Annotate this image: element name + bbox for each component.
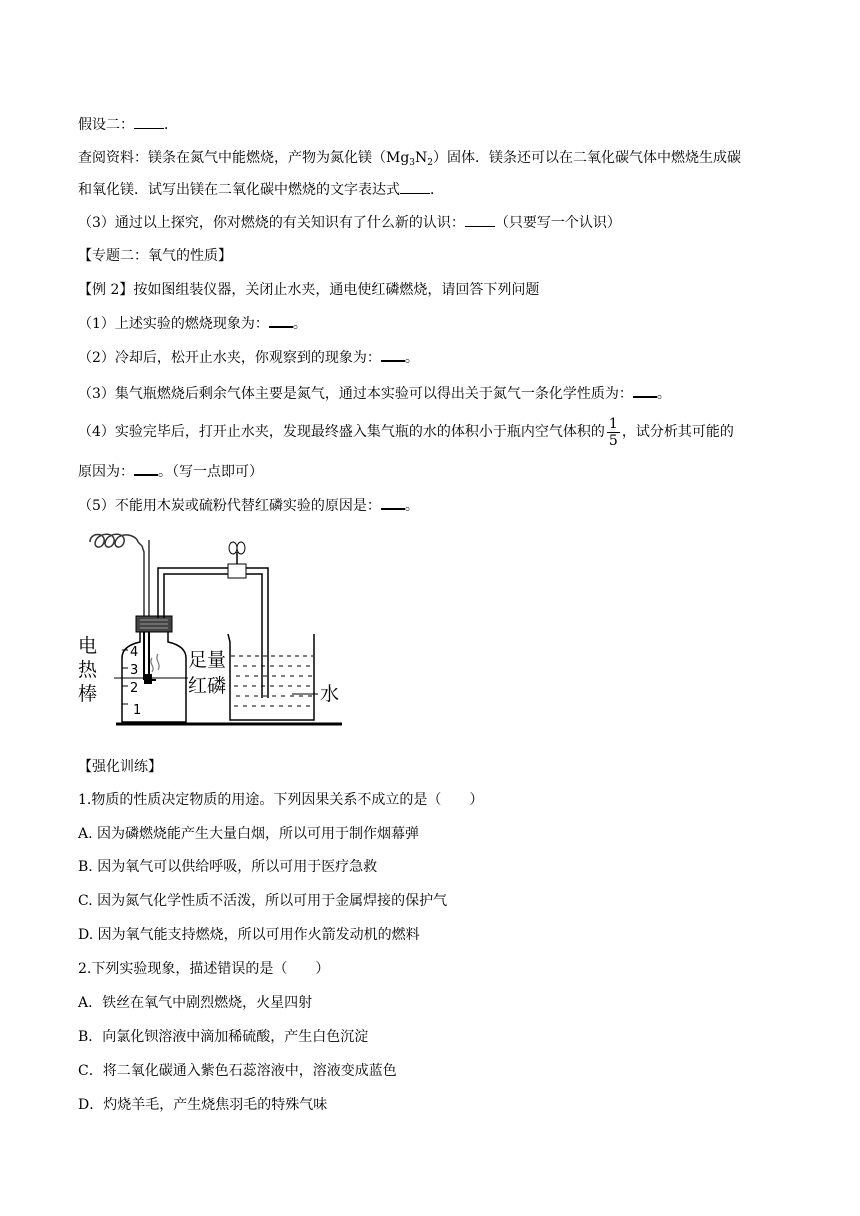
example-2-intro [78,281,539,299]
question-2-option-a[interactable] [78,994,312,1012]
question-1-option-d[interactable] [78,926,420,944]
question-1 [78,791,483,809]
flame-icon [157,654,159,670]
label-water: 水 [320,683,340,705]
text: A. 因为磷燃烧能产生大量白烟，所以可用于制作烟幕弹 [78,826,420,842]
reference-line-2 [78,181,444,199]
question-2-option-c[interactable] [78,1062,397,1080]
beaker [228,634,314,720]
text: 和氧化镁．试写出镁在二氧化碳中燃烧的文字表达式 [78,182,400,198]
answer-blank[interactable] [134,116,164,129]
scale-mark: 4 [130,645,139,660]
answer-blank[interactable] [465,214,495,227]
text: 。（写一点即可） [158,464,263,480]
denominator: 5 [608,432,618,449]
question-3-line [78,214,621,232]
label-heating-rod: 电 [78,635,98,657]
text: B．向氯化钡溶液中滴加稀硫酸，产生白色沉淀 [78,1029,369,1045]
water-pattern [234,666,312,706]
text: C. 因为氮气化学性质不活泼，所以可用于金属焊接的保护气 [78,893,448,909]
hypothesis-label: 假设二： [78,117,134,133]
text: （3）通过以上探究，你对燃烧的有关知识有了什么新的认识： [78,215,465,231]
text: A．铁丝在氧气中剧烈燃烧，火星四射 [78,995,313,1011]
coil-icon [90,534,138,547]
answer-blank[interactable] [633,384,657,398]
question-2-option-d[interactable] [78,1096,327,1114]
subscript: 2 [427,158,434,168]
text: （4）实验完毕后，打开止水夹，发现最终盛入集气瓶的水的体积小于瓶内空气体积的 [78,424,605,440]
example-q4-cont [78,462,263,481]
answer-blank[interactable] [381,348,405,362]
water-clamp[interactable] [228,564,246,578]
example-q5 [78,496,419,515]
text: （2）冷却后，松开止水夹，你观察到的现象为： [78,350,381,366]
apparatus-figure [78,528,358,730]
label-heating-rod: 棒 [78,683,98,705]
example-q2 [78,348,419,367]
reference-line-1 [78,149,741,167]
text: C．将二氧化碳通入紫色石蕊溶液中，溶液变成蓝色 [78,1063,397,1079]
red-phosphorus [144,674,152,684]
hypothesis-two-line [78,116,178,134]
text: （只要写一个认识） [494,215,621,231]
example-q3 [78,384,671,403]
flame-icon [151,658,153,672]
example-q1 [78,314,307,333]
example-q4 [78,414,734,450]
punct: 。 [656,386,671,402]
text: 1.物质的性质决定物质的用途。下列因果关系不成立的是（ ） [78,792,484,808]
scale-mark: 3 [130,663,139,678]
text: （1）上述实验的燃烧现象为： [78,316,269,332]
label-red-phosphorus: 红磷 [188,675,227,697]
fraction-one-fifth [607,416,620,449]
clamp-handle [229,542,237,554]
question-1-option-a[interactable] [78,825,419,843]
text: 【专题二：氧气的性质】 [78,248,232,264]
punct: 。 [292,316,307,332]
text: 原因为： [78,464,134,480]
answer-blank[interactable] [269,314,293,328]
punct: ． [164,117,178,133]
answer-blank[interactable] [134,462,158,476]
heating-rod [149,632,156,680]
training-heading [78,758,162,776]
answer-blank[interactable] [400,181,430,194]
scale-mark: 1 [133,703,142,718]
question-1-option-b[interactable] [78,858,377,876]
text: （3）集气瓶燃烧后剩余气体主要是氮气，通过本实验可以得出关于氮气一条化学性质为： [78,386,633,402]
text: 2.下列实验现象，描述错误的是（ ） [78,961,330,977]
punct: 。 [404,350,419,366]
section-heading [78,247,232,265]
scale-mark: 2 [130,681,139,696]
text: （5）不能用木炭或硫粉代替红磷实验的原因是： [78,498,381,514]
text: ，试分析其可能的 [621,424,734,440]
question-1-option-c[interactable] [78,892,447,910]
text: D．灼烧羊毛，产生烧焦羽毛的特殊气味 [78,1097,328,1113]
text: 【例 2】按如图组装仪器，关闭止水夹，通电使红磷燃烧，请回答下列问题 [78,282,540,298]
text: ）固体．镁条还可以在二氧化碳气体中燃烧生成碳 [433,150,742,166]
text: N [415,150,428,166]
subscript: 3 [409,158,416,168]
text: 查阅资料：镁条在氮气中能燃烧，产物为氮化镁（Mg [78,150,410,166]
label-red-phosphorus: 足量 [188,649,227,671]
question-2 [78,960,329,978]
text: B. 因为氧气可以供给呼吸，所以可用于医疗急救 [78,859,378,875]
question-2-option-b[interactable] [78,1028,368,1046]
punct: 。 [404,498,419,514]
answer-blank[interactable] [381,496,405,510]
label-heating-rod: 热 [78,659,98,681]
punct: ． [430,182,444,198]
numerator: 1 [608,415,618,432]
text: 【强化训练】 [78,759,162,775]
text: D. 因为氧气能支持燃烧，所以可用作火箭发动机的燃料 [78,927,420,943]
clamp-handle [237,542,245,554]
